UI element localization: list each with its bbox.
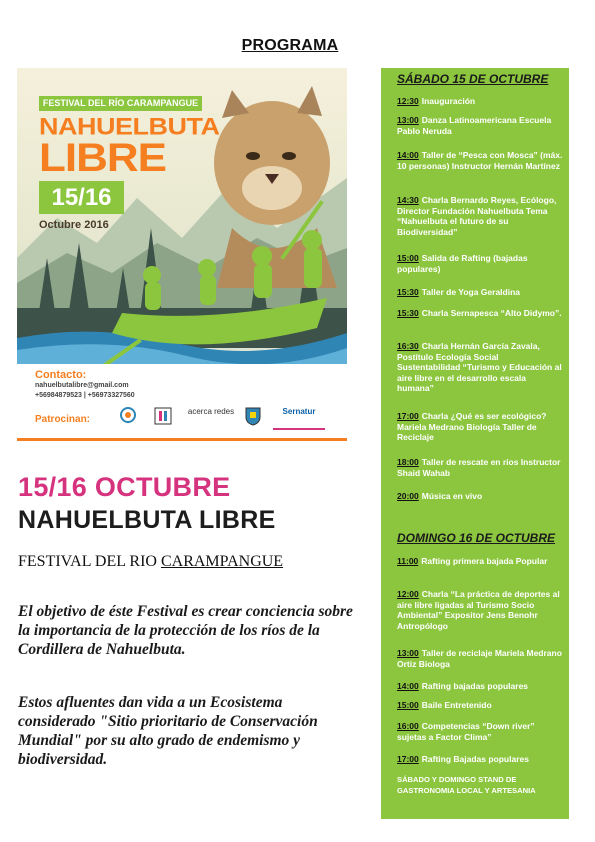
schedule-item: 15:00 Baile Entretenido	[397, 700, 492, 710]
schedule-item: 17:00 Rafting Bajadas populares	[397, 754, 529, 764]
sponsor-logo-icon	[153, 406, 173, 428]
poster-sponsor-logos	[113, 406, 343, 428]
festival-subtitle	[18, 553, 283, 571]
festival-poster	[17, 68, 347, 445]
poster-festival-band: FESTIVAL DEL RÍO CARAMPANGUE	[39, 96, 202, 111]
program-panel	[381, 68, 569, 819]
schedule-item: 12:30 Inauguración	[397, 96, 476, 106]
poster-month: Octubre 2016	[39, 219, 109, 231]
schedule-item: 15:30 Charla Sernapesca “Alto Didymo”.	[397, 308, 562, 318]
schedule-item: 17:00 Charla ¿Qué es ser ecológico? Mariela Medrano Biología Taller de Reciclaje	[397, 411, 547, 442]
schedule-item: 16:00 Competencias “Down river” sujetas a Factor Clima”	[397, 721, 535, 742]
schedule-item: 12:00 Charla “La práctica de deportes al aire libre ligadas al Turismo Socio Ambiental” Expositor Jens Benohr Antropólogo	[397, 589, 560, 631]
saturday-title: SÁBADO 15 DE OCTUBRE	[397, 72, 549, 86]
page-heading: PROGRAMA	[241, 37, 339, 54]
objective-paragraph: El objetivo de éste Festival es crear conciencia sobre la importancia de la protección de los ríos de la Cordillera de Nahuelbuta.	[18, 603, 353, 658]
poster-title-line1: NAHUELBUTA	[39, 113, 220, 140]
sponsor-logo-shield-icon	[243, 406, 263, 428]
poster-title-line2: LIBRE	[39, 136, 166, 181]
schedule-item: 14:00 Rafting bajadas populares	[397, 681, 529, 691]
schedule-item: 20:00 Música en vivo	[397, 491, 483, 501]
poster-bottom-stripe	[17, 438, 347, 441]
sponsor-logo-sernatur: Sernatur	[273, 406, 325, 430]
stand-note: SÁBADO Y DOMINGO STAND DE GASTRONOMIA LOCAL Y ARTESANIA	[397, 775, 536, 795]
schedule-item: 11:00 Rafting primera bajada Popular	[397, 556, 548, 566]
poster-contact-phones: +56984879523 | +56973327560	[35, 392, 135, 399]
schedule-item: 13:00 Taller de reciclaje Mariela Medrano Ortiz Biologa	[397, 648, 562, 669]
poster-contact-label: Contacto:	[35, 369, 87, 381]
poster-dates: 15/16	[39, 181, 124, 214]
schedule-item: 15:00 Salida de Rafting (bajadas populares)	[397, 253, 528, 274]
sponsor-logo-acerca: acerca redes	[187, 407, 235, 416]
event-title: NAHUELBUTA LIBRE	[18, 506, 276, 534]
schedule-item: 14:00 Taller de “Pesca con Mosca” (máx. 10 personas) Instructor Hernán Martínez	[397, 150, 563, 171]
festival-subtitle-prefix: FESTIVAL DEL RIO	[18, 553, 161, 570]
schedule-item: 16:30 Charla Hernán García Zavala, Postítulo Ecología Social Sustentabilidad “Turismo y Educación al aire libre en el desarrollo escala humana”	[397, 341, 562, 393]
schedule-item: 13:00 Danza Latinoamericana Escuela Pablo Neruda	[397, 115, 552, 136]
event-dates: 15/16 OCTUBRE	[18, 472, 231, 502]
schedule-item: 14:30 Charla Bernardo Reyes, Ecólogo, Director Fundación Nahuelbuta Tema “Nahuelbuta el futuro de su Biodiversidad”	[397, 195, 557, 237]
sunday-title: DOMINGO 16 DE OCTUBRE	[397, 531, 556, 545]
festival-subtitle-river: CARAMPANGUE	[160, 553, 284, 570]
poster-contact-email: nahuelbutalibre@gmail.com	[35, 382, 129, 389]
schedule-item: 15:30 Taller de Yoga Geraldina	[397, 287, 521, 297]
poster-sponsors-label: Patrocinan:	[35, 414, 91, 425]
sponsor-logo-icon	[113, 406, 143, 428]
ecosystem-paragraph: Estos afluentes dan vida a un Ecosistema considerado "Sitio prioritario de Conservación Mundial" por su alto grado de endemismo y biodiversidad.	[18, 694, 318, 768]
schedule-item: 18:00 Taller de rescate en ríos Instructor Shaid Wahab	[397, 457, 561, 478]
